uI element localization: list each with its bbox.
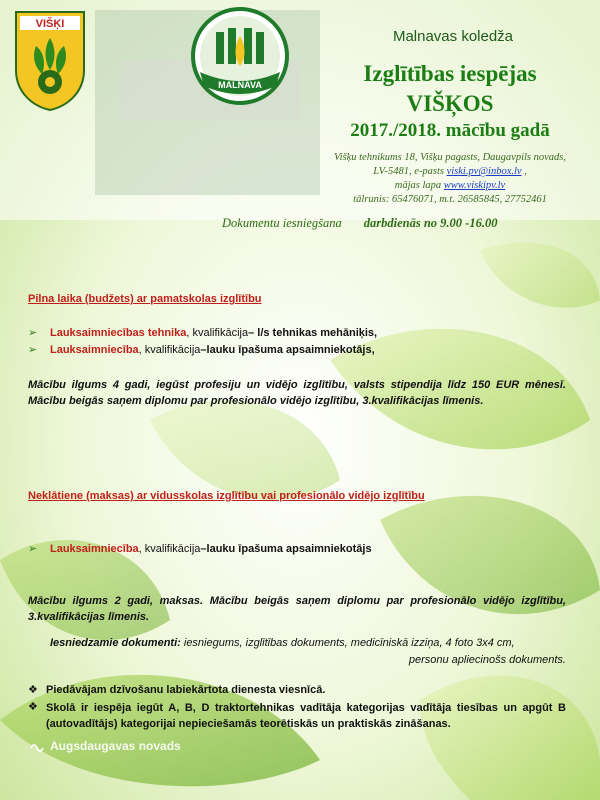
required-documents-list: iesniegums, izglītības dokuments, medicīniskā izziņa, 4 foto 3x4 cm, xyxy=(180,637,515,649)
website-line: mājas lapa www.viskipv.lv xyxy=(394,180,506,191)
required-documents-label: Iesniedzamie dokumenti: xyxy=(50,637,181,649)
contact-block xyxy=(300,151,600,207)
docs-label: Dokumentu iesniegšana xyxy=(222,216,342,230)
section1-paragraph: Mācību ilgums 4 gadi, iegūst profesiju un vidējo izglītību, valsts stipendija līdz 150 EUR mēnesī. Mācību beigās saņem diplomu par profesionālo vidējo izglītību, 3.kvalifikācijas līmenis. xyxy=(28,379,566,407)
title-line-3: 2017./2018. mācību gadā xyxy=(350,120,550,141)
email-link[interactable]: viski.pv@inbox.lv xyxy=(446,166,522,177)
qualification-label: , kvalifikācija xyxy=(138,344,201,356)
section1-title: Pilna laika (budžets) ar pamatskolas izglītību xyxy=(28,293,262,305)
title-line-1: Izglītības iespējas xyxy=(363,61,537,86)
offer-text: Piedāvājam dzīvošanu labiekārtota dienesta viesnīcā. xyxy=(46,684,326,696)
list-item xyxy=(28,700,566,732)
arrow-bullet-icon: ➢ xyxy=(28,327,38,339)
offers-list xyxy=(28,683,566,732)
brand-text: Augsdaugavas novads xyxy=(50,739,181,753)
svg-text:VIŠĶI: VIŠĶI xyxy=(35,18,65,30)
brand-wave-icon xyxy=(30,739,44,753)
arrow-bullet-icon: ➢ xyxy=(28,344,38,356)
list-item xyxy=(28,542,566,555)
malnava-college-logo xyxy=(190,6,290,106)
qualification-value: – l/s tehnikas mehāniķis, xyxy=(248,327,378,339)
viski-coat-of-arms-logo xyxy=(12,8,88,112)
list-item xyxy=(28,683,566,696)
docs-hours: darbdienās no 9.00 -16.00 xyxy=(363,216,498,230)
arrow-bullet-icon: ➢ xyxy=(28,543,38,555)
course-name: Lauksaimniecība xyxy=(50,344,139,356)
required-documents-list-cont: personu apliecinošs dokuments. xyxy=(408,654,566,666)
website-link[interactable]: www.viskipv.lv xyxy=(443,180,506,191)
email-line: LV-5481, e-pasts viski.pv@inbox.lv , xyxy=(373,166,527,177)
section2-list xyxy=(28,542,566,555)
diamond-bullet-icon: ❖ xyxy=(28,701,38,713)
qualification-value: –lauku īpašuma apsaimniekotājs, xyxy=(200,344,375,356)
svg-text:MALNAVA: MALNAVA xyxy=(218,80,262,90)
required-documents xyxy=(50,635,566,669)
qualification-label: , kvalifikācija xyxy=(186,327,249,339)
section2-paragraph: Mācību ilgums 2 gadi, maksas. Mācību beigās saņem diplomu par profesionālo vidējo izglītību, 3.kvalifikācijas līmenis. xyxy=(28,595,566,623)
region-brand-watermark xyxy=(30,739,230,753)
qualification-value: –lauku īpašuma apsaimniekotājs xyxy=(200,543,372,555)
course-name: Lauksaimniecība xyxy=(50,543,139,555)
document-submission-hours xyxy=(222,216,592,231)
offer-text: Skolā ir iespēja iegūt A, B, D traktortehnikas vadītāja kategorijas vadītāja tiesības un apgūt B (autovadītājs) kategorijai nepieciešamās teorētiskās un praktiskās zināšanas. xyxy=(46,702,566,730)
phones-line: tālrunis: 65476071, m.t. 26585845, 27752461 xyxy=(353,194,547,205)
list-item xyxy=(28,326,566,339)
address-line: Višķu tehnikums 18, Višķu pagasts, Daugavpils novads, xyxy=(333,152,567,163)
title-line-2: VIŠĶOS xyxy=(406,91,494,116)
section2-title: Neklātiene (maksas) ar vidusskolas izglītību vai profesionālo vidējo izglītību xyxy=(28,490,425,502)
diamond-bullet-icon: ❖ xyxy=(28,684,38,696)
list-item xyxy=(28,343,566,356)
college-name: Malnavas koledža xyxy=(392,28,514,45)
qualification-label: , kvalifikācija xyxy=(138,543,201,555)
course-name: Lauksaimniecības tehnika xyxy=(50,327,187,339)
section1-list xyxy=(28,326,566,356)
